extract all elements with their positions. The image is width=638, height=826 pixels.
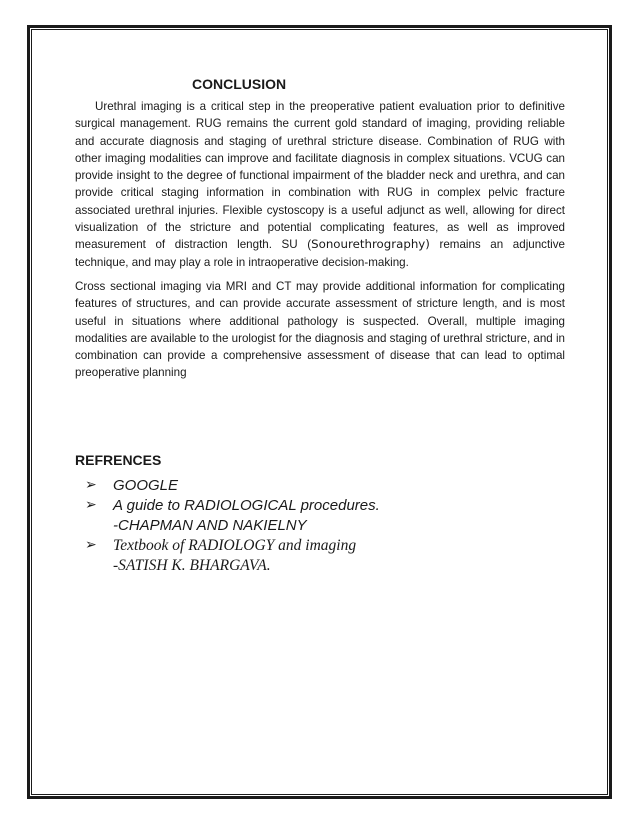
arrow-bullet-icon: ➢ bbox=[85, 496, 97, 513]
reference-title: A guide to RADIOLOGICAL procedures. bbox=[113, 496, 380, 514]
references-heading: REFRENCES bbox=[75, 451, 162, 468]
reference-author: -CHAPMAN AND NAKIELNY bbox=[113, 516, 307, 534]
conclusion-paragraph-2: Cross sectional imaging via MRI and CT may provide additional information for complicating features of structures, and can provide accurate assessment of stricture length, and is most useful in situations where additional pathology is suspected. Overall, multiple imaging modalities are available to the urologist for the diagnosis and staging of urethral stricture, and in combination can provide a comprehensive assessment of disease that can lead to optimal preoperative planning bbox=[75, 279, 565, 380]
page-content bbox=[75, 72, 565, 576]
paragraph-1-text-end: remains an adjunctive technique, and may play a role in intraoperative decision-making. bbox=[75, 238, 565, 269]
references-list bbox=[75, 476, 565, 576]
reference-item bbox=[85, 496, 565, 536]
reference-title: GOOGLE bbox=[113, 476, 179, 494]
paragraph-1-text-start: Urethral imaging is a critical step in the preoperative patient evaluation prior to definitive surgical management. RUG remains the current gold standard of imaging, providing reliable and accurate diagnosis and staging of urethral stricture disease. Combination of RUG with other imaging modalities can improve and facilitate diagnosis in complex situations. VCUG can provide insight to the degree of functional impairment of the bladder neck and urethra, and can provide critical staging information in combination with RUG in complex pelvic fracture associated urethral injuries. Flexible cystoscopy is a useful adjunct as well, allowing for direct visualization of the stricture and potential complicating features, as well as improved measurement of distraction length. SU ( bbox=[75, 100, 565, 252]
reference-item bbox=[85, 476, 565, 496]
arrow-bullet-icon: ➢ bbox=[85, 536, 97, 553]
sonourethrography-term: Sonourethrography) bbox=[311, 237, 430, 252]
conclusion-paragraph-1 bbox=[75, 98, 565, 271]
reference-title: Textbook of RADIOLOGY and imaging bbox=[113, 536, 357, 554]
conclusion-heading: CONCLUSION bbox=[192, 76, 287, 92]
reference-item bbox=[85, 536, 565, 576]
arrow-bullet-icon: ➢ bbox=[85, 476, 97, 493]
reference-author: -SATISH K. BHARGAVA. bbox=[113, 556, 271, 574]
